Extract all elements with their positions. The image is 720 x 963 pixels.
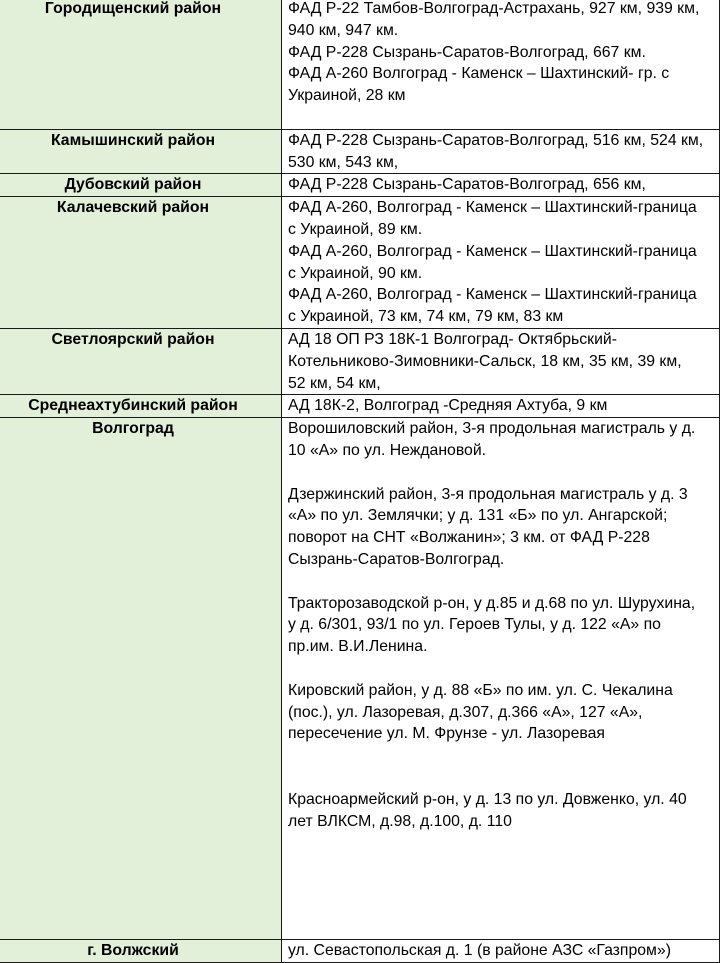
locations-cell xyxy=(282,197,720,329)
location-line: ФАД А-260 Волгоград - Каменск – Шахтинский- гр. с xyxy=(288,65,670,83)
locations-cell xyxy=(282,0,720,130)
location-entry xyxy=(288,680,715,745)
district-cell xyxy=(0,395,282,418)
location-entry xyxy=(288,130,715,174)
location-entry xyxy=(288,418,715,462)
district-cell xyxy=(0,0,282,130)
location-line: Тракторозаводской р-он, у д.85 и д.68 по ул. Шурухина, xyxy=(288,594,696,612)
location-line: Сызрань-Саратов-Волгоград. xyxy=(288,550,505,568)
location-line: ФАД Р-228 Сызрань-Саратов-Волгоград, 516 км, 524 км, xyxy=(288,131,704,149)
table-row xyxy=(0,174,720,197)
district-cell xyxy=(0,329,282,395)
location-entry xyxy=(288,329,715,394)
district-cell xyxy=(0,130,282,175)
district-name: Дубовский район xyxy=(64,176,202,194)
location-entry xyxy=(288,940,715,962)
district-name: Волгоград xyxy=(92,420,174,438)
location-line: ФАД Р-228 Сызрань-Саратов-Волгоград, 667 км. xyxy=(288,43,646,61)
location-line: Кировский район, у д. 88 «Б» по им. ул. С. Чекалина xyxy=(288,681,673,699)
location-line: пр.им. В.И.Ленина. xyxy=(288,638,428,656)
table-row xyxy=(0,0,720,130)
location-line: ФАД Р-228 Сызрань-Саратов-Волгоград, 656 км, xyxy=(288,176,646,194)
location-line: Котельниково-Зимовники-Сальск, 18 км, 35 км, 39 км, xyxy=(288,352,682,370)
location-line: АД 18 ОП РЗ 18К-1 Волгоград- Октябрьский- xyxy=(288,330,618,348)
location-line: ФАД А-260, Волгоград - Каменск – Шахтинский-граница xyxy=(288,199,697,217)
location-line: с Украиной, 89 км. xyxy=(288,220,423,238)
location-line: с Украиной, 90 км. xyxy=(288,264,423,282)
location-entry xyxy=(288,284,715,328)
location-line: поворот на СНТ «Волжанин»; 3 км. от ФАД Р-228 xyxy=(288,529,650,547)
location-line: ФАД А-260, Волгоград - Каменск – Шахтинский-граница xyxy=(288,242,697,260)
location-line: лет ВЛКСМ, д.98, д.100, д. 110 xyxy=(288,812,512,830)
locations-cell xyxy=(282,130,720,175)
location-line: Красноармейский р-он, у д. 13 по ул. Довженко, ул. 40 xyxy=(288,790,687,808)
table-row xyxy=(0,130,720,175)
district-name: Калачевский район xyxy=(56,199,210,217)
district-name: Светлоярский район xyxy=(51,330,215,348)
district-name: Городищенский район xyxy=(44,0,222,17)
location-line: пересечение ул. М. Фрунзе - ул. Лазоревая xyxy=(288,725,605,743)
location-line: ФАД А-260, Волгоград - Каменск – Шахтинский-граница xyxy=(288,286,697,304)
location-line: Украиной, 28 км xyxy=(288,87,406,105)
table-row xyxy=(0,395,720,418)
location-entry xyxy=(288,0,715,42)
location-line: 52 км, 54 км, xyxy=(288,374,381,392)
locations-cell xyxy=(282,395,720,418)
location-entry xyxy=(288,42,715,64)
location-line: с Украиной, 73 км, 74 км, 79 км, 83 км xyxy=(288,308,564,326)
table-row xyxy=(0,197,720,329)
table-row xyxy=(0,418,720,940)
location-line: «А» по ул. Землячки; у д. 131 «Б» по ул. Ангарской; xyxy=(288,507,668,525)
location-entry xyxy=(288,197,715,241)
district-cell xyxy=(0,418,282,940)
district-name: Среднеахтубинский район xyxy=(28,397,238,415)
location-entry xyxy=(288,484,715,571)
location-line: ул. Севастопольская д. 1 (в районе АЗС «Газпром») xyxy=(288,941,671,959)
location-entry xyxy=(288,241,715,285)
location-line: Ворошиловский район, 3-я продольная магистраль у д. xyxy=(288,420,696,438)
table-row xyxy=(0,329,720,395)
location-entry xyxy=(288,63,715,107)
location-line: 940 км, 947 км. xyxy=(288,21,399,39)
location-line: Дзержинский район, 3-я продольная магистраль у д. 3 xyxy=(288,485,688,503)
district-cell xyxy=(0,197,282,329)
location-entry xyxy=(288,789,715,833)
table-row xyxy=(0,940,720,963)
locations-cell xyxy=(282,174,720,197)
location-line: (пос.), ул. Лазоревая, д.307, д.366 «А», 127 «А», xyxy=(288,703,643,721)
location-entry xyxy=(288,174,715,196)
district-cell xyxy=(0,940,282,963)
location-entry xyxy=(288,593,715,658)
location-line: 530 км, 543 км, xyxy=(288,153,399,171)
location-line: у д. 6/301, 93/1 по ул. Героев Тулы, у д. 122 «А» по xyxy=(288,616,661,634)
locations-cell xyxy=(282,418,720,940)
locations-cell xyxy=(282,329,720,395)
district-cell xyxy=(0,174,282,197)
location-entry xyxy=(288,395,715,417)
district-name: г. Волжский xyxy=(87,941,179,959)
location-line: 10 «А» по ул. Неждановой. xyxy=(288,441,487,459)
location-line: АД 18К-2, Волгоград -Средняя Ахтуба, 9 км xyxy=(288,397,608,415)
location-line: ФАД Р-22 Тамбов-Волгоград-Астрахань, 927 км, 939 км, xyxy=(288,0,700,17)
locations-cell xyxy=(282,940,720,963)
district-name: Камышинский район xyxy=(50,131,216,149)
